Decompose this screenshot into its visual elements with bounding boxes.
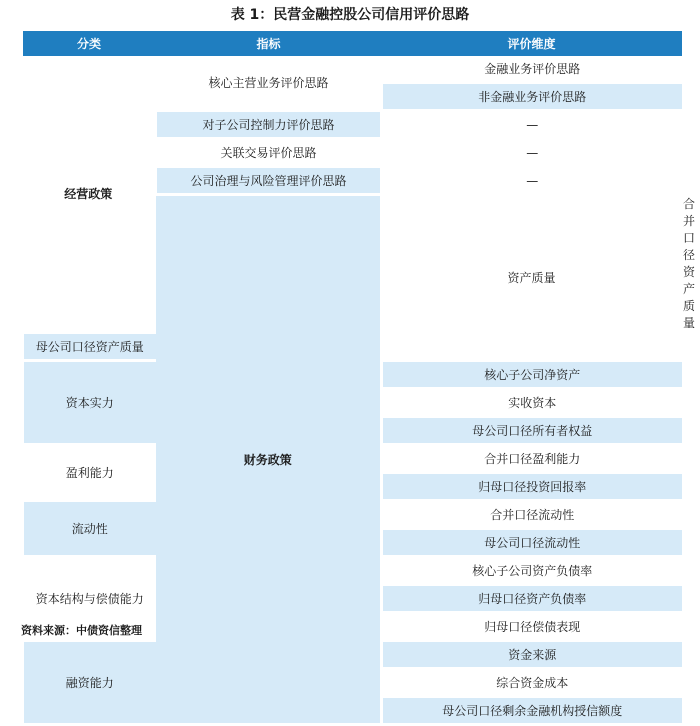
indicator-liquidity: 流动性 — [23, 500, 156, 556]
dimension-cell: 核心子公司资产负债率 — [382, 556, 682, 584]
dimension-cell: 合并口径流动性 — [382, 500, 682, 528]
indicator-governance-risk: 公司治理与风险管理评价思路 — [156, 167, 382, 195]
dimension-cell: 归母口径偿债表现 — [382, 612, 682, 640]
dimension-cell: 非金融业务评价思路 — [382, 83, 682, 111]
dimension-cell: — — [382, 167, 682, 195]
dimension-cell: 合并口径盈利能力 — [382, 444, 682, 472]
table-header-row — [23, 31, 682, 56]
indicator-subsidiary-control: 对子公司控制力评价思路 — [156, 111, 382, 139]
header-indicator: 指标 — [156, 31, 382, 56]
dimension-cell: 母公司口径剩余金融机构授信额度 — [382, 696, 682, 724]
table-title: 表 1：民营金融控股公司信用评价思路 — [230, 7, 470, 23]
category-financial-policy: 财务政策 — [156, 195, 382, 725]
dimension-cell: 资金来源 — [382, 640, 682, 668]
indicator-capital-strength: 资本实力 — [23, 360, 156, 444]
indicator-related-transactions: 关联交易评价思路 — [156, 139, 382, 167]
dimension-cell: — — [382, 139, 682, 167]
dimension-cell: 归母口径资产负债率 — [382, 584, 682, 612]
header-category: 分类 — [23, 31, 156, 56]
table-row: 财务政策 资产质量 合并口径资产质量 — [23, 195, 682, 333]
dimension-cell: 金融业务评价思路 — [382, 56, 682, 83]
indicator-core-business: 核心主营业务评价思路 — [156, 56, 382, 111]
category-business-policy: 经营政策 — [23, 56, 156, 332]
dimension-cell: 实收资本 — [382, 388, 682, 416]
dimension-cell: 综合资金成本 — [382, 668, 682, 696]
header-dimension: 评价维度 — [382, 31, 682, 56]
indicator-capital-structure: 资本结构与偿债能力 — [23, 556, 156, 640]
dimension-cell: 核心子公司净资产 — [382, 360, 682, 388]
dimension-cell: 母公司口径流动性 — [382, 528, 682, 556]
dimension-cell: 归母口径投资回报率 — [382, 472, 682, 500]
credit-evaluation-table — [21, 31, 696, 726]
table-row — [23, 56, 682, 83]
dimension-cell: 母公司口径资产质量 — [23, 332, 156, 360]
source-note: 资料来源：中债资信整理 — [21, 624, 142, 637]
indicator-profitability: 盈利能力 — [23, 444, 156, 500]
dimension-cell: — — [382, 111, 682, 139]
indicator-asset-quality: 资产质量 — [382, 195, 682, 361]
indicator-financing-ability: 融资能力 — [23, 640, 156, 724]
dimension-cell: 母公司口径所有者权益 — [382, 416, 682, 444]
